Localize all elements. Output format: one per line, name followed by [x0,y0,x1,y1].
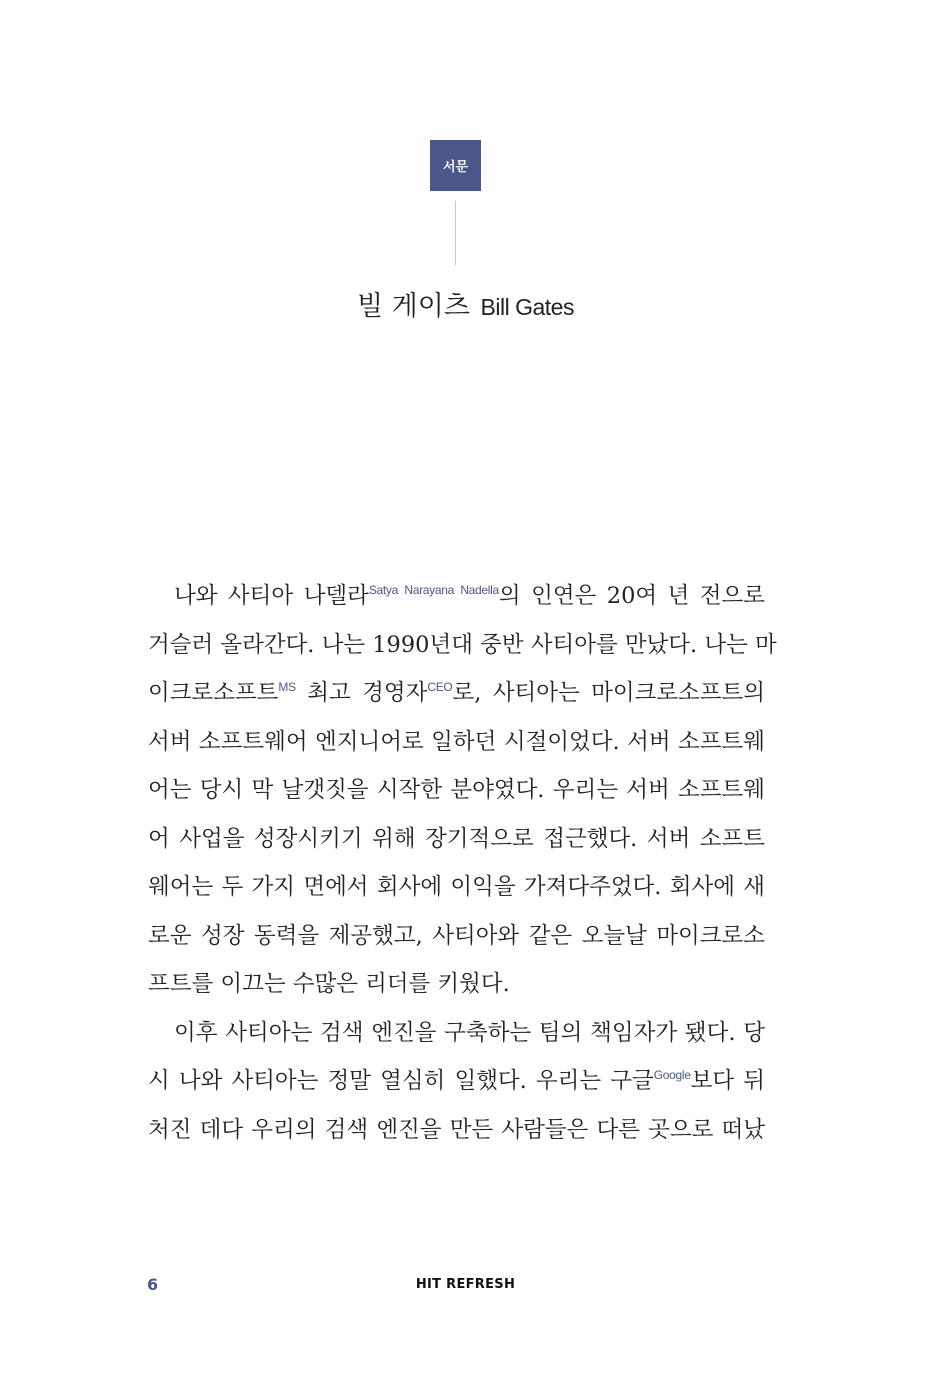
text-line: 어 사업을 성장시키기 위해 장기적으로 접근했다. 서버 소프트 [148,825,765,852]
divider-line [455,201,456,265]
page-number: 6 [147,1275,159,1294]
text-line: 나와 사티아 나델라$^{Satya Narayana Nadella}$의 인연은 20여 년 전으로 [174,583,766,609]
text-line: 웨어는 두 가지 면에서 회사에 이익을 가져다주었다. 회사에 새 [148,874,765,900]
text-line: 프트를 이끄는 수많은 리더를 키웠다. [148,971,510,997]
text-line: 서버 소프트웨어 엔지니어로 일하던 시절이었다. 서버 소프트웨 [148,728,765,755]
text-line: 이크로소프트$^{MS}$ 최고 경영자$^{CEO}$로, 사티아는 마이크로소프트의 [148,680,765,706]
running-footer-title: HIT REFRESH [415,1277,516,1292]
text-line: 처진 데다 우리의 검색 엔진을 만든 사람들은 다른 곳으로 떠났 [148,1116,765,1143]
text-line: 이후 사티아는 검색 엔진을 구축하는 팀의 책임자가 됐다. 당 [174,1019,765,1046]
body-text [148,572,777,1154]
title-korean: 빌 게이츠 [357,291,470,322]
text-line: 거슬러 올라간다. 나는 1990년대 중반 사티아를 만났다. 나는 마 [148,631,777,658]
text-line: 어는 당시 막 날갯짓을 시작한 분야였다. 우리는 서버 소프트웨 [148,777,765,803]
annotation-superscript: Google [653,1068,691,1082]
annotation-superscript: MS [278,680,296,694]
title-english: Bill Gates [480,294,574,320]
text-line: 시 나와 사티아는 정말 열심히 일했다. 우리는 구글$^{Google}$보다 뒤 [148,1068,766,1094]
annotation-superscript: CEO [427,680,453,694]
text-line: 로운 성장 동력을 제공했고, 사티아와 같은 오늘날 마이크로소 [148,922,765,949]
section-label-badge: 서문 [430,140,481,191]
chapter-title [0,284,931,323]
annotation-superscript: Satya Narayana Nadella [368,583,499,597]
